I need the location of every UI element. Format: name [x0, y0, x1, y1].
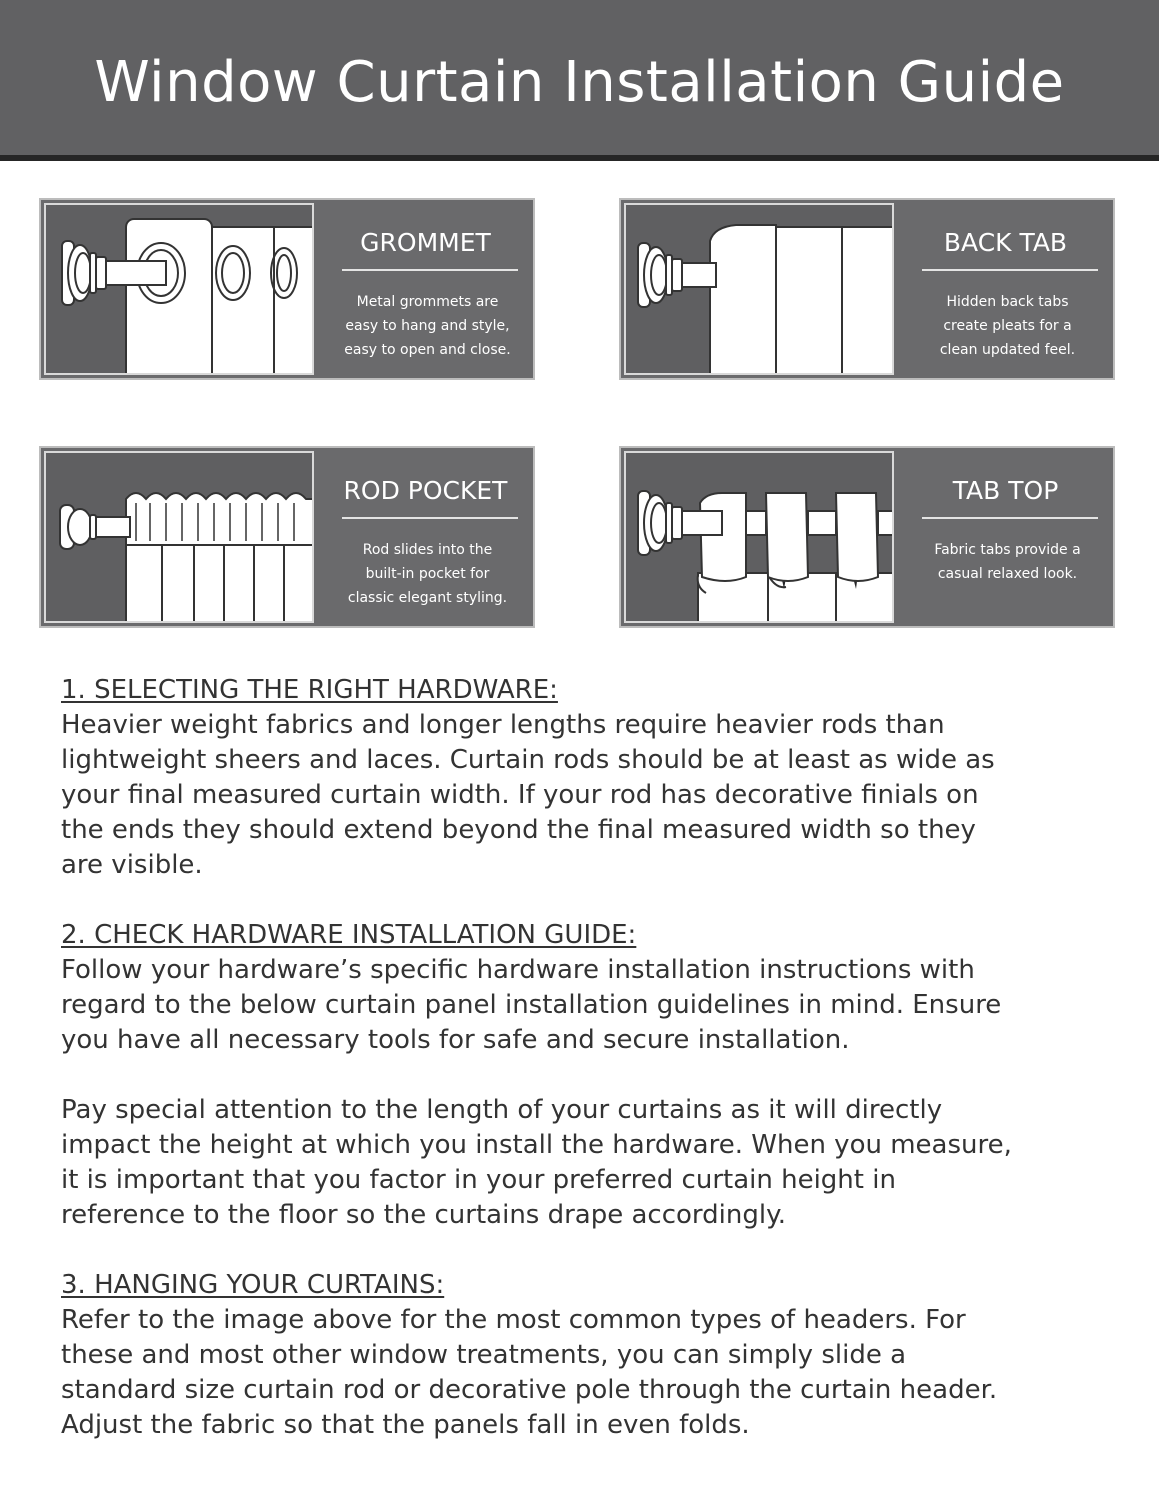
card-divider — [342, 517, 518, 519]
paragraph: Refer to the image above for the most common types of headers. For these and most other window treatments, you can simply slide a standard size curtain rod or decorative pole through the curtain header. Adjust the fabric so that the panels fall in even folds. — [61, 1305, 998, 1440]
card-tab-top — [619, 446, 1115, 628]
section-selecting-hardware — [61, 673, 1131, 883]
card-rod-pocket — [39, 446, 535, 628]
card-description: Fabric tabs provide a casual relaxed look. — [934, 542, 1081, 582]
paragraph: Follow your hardware’s specific hardware installation instructions with regard to the below curtain panel installation guidelines in mind. Ensure you have all necessary tools for safe and secure installation. — [61, 955, 1002, 1055]
card-title: BACK TAB — [943, 228, 1068, 257]
page-header — [0, 0, 1159, 161]
section-heading: 2. CHECK HARDWARE INSTALLATION GUIDE: — [61, 920, 637, 950]
card-description: Metal grommets are easy to hang and style, easy to open and close. — [344, 294, 511, 358]
card-divider — [922, 269, 1098, 271]
card-title: ROD POCKET — [343, 476, 508, 505]
section-heading: 3. HANGING YOUR CURTAINS: — [61, 1270, 445, 1300]
card-title: TAB TOP — [952, 476, 1059, 505]
grommet-curtain-illustration — [44, 203, 314, 375]
instructions — [61, 673, 1131, 1443]
paragraph: Pay special attention to the length of your curtains as it will directly impact the height at which you install the hardware. When you measure, it is important that you factor in your preferred curtain height in reference to the floor so the curtains drape accordingly. — [61, 1095, 1012, 1230]
card-divider — [922, 517, 1098, 519]
page-title: Window Curtain Installation Guide — [94, 50, 1065, 115]
card-divider — [342, 269, 518, 271]
section-check-hardware — [61, 918, 1131, 1233]
rod-pocket-curtain-illustration — [44, 451, 314, 623]
card-title: GROMMET — [360, 228, 491, 257]
card-description: Rod slides into the built-in pocket for classic elegant styling. — [347, 542, 508, 606]
card-description: Hidden back tabs create pleats for a clean updated feel. — [939, 294, 1076, 358]
tab-top-curtain-illustration — [624, 451, 894, 623]
back-tab-curtain-illustration — [624, 203, 894, 375]
card-grommet — [39, 198, 535, 380]
section-heading: 1. SELECTING THE RIGHT HARDWARE: — [61, 675, 558, 705]
section-hanging-curtains — [61, 1268, 1131, 1443]
card-back-tab — [619, 198, 1115, 380]
paragraph: Heavier weight fabrics and longer lengths require heavier rods than lightweight sheers and laces. Curtain rods should be at least as wide as your final measured curtain width. If your rod has decorative finials on the ends they should extend beyond the final measured width so they are visible. — [61, 710, 995, 880]
